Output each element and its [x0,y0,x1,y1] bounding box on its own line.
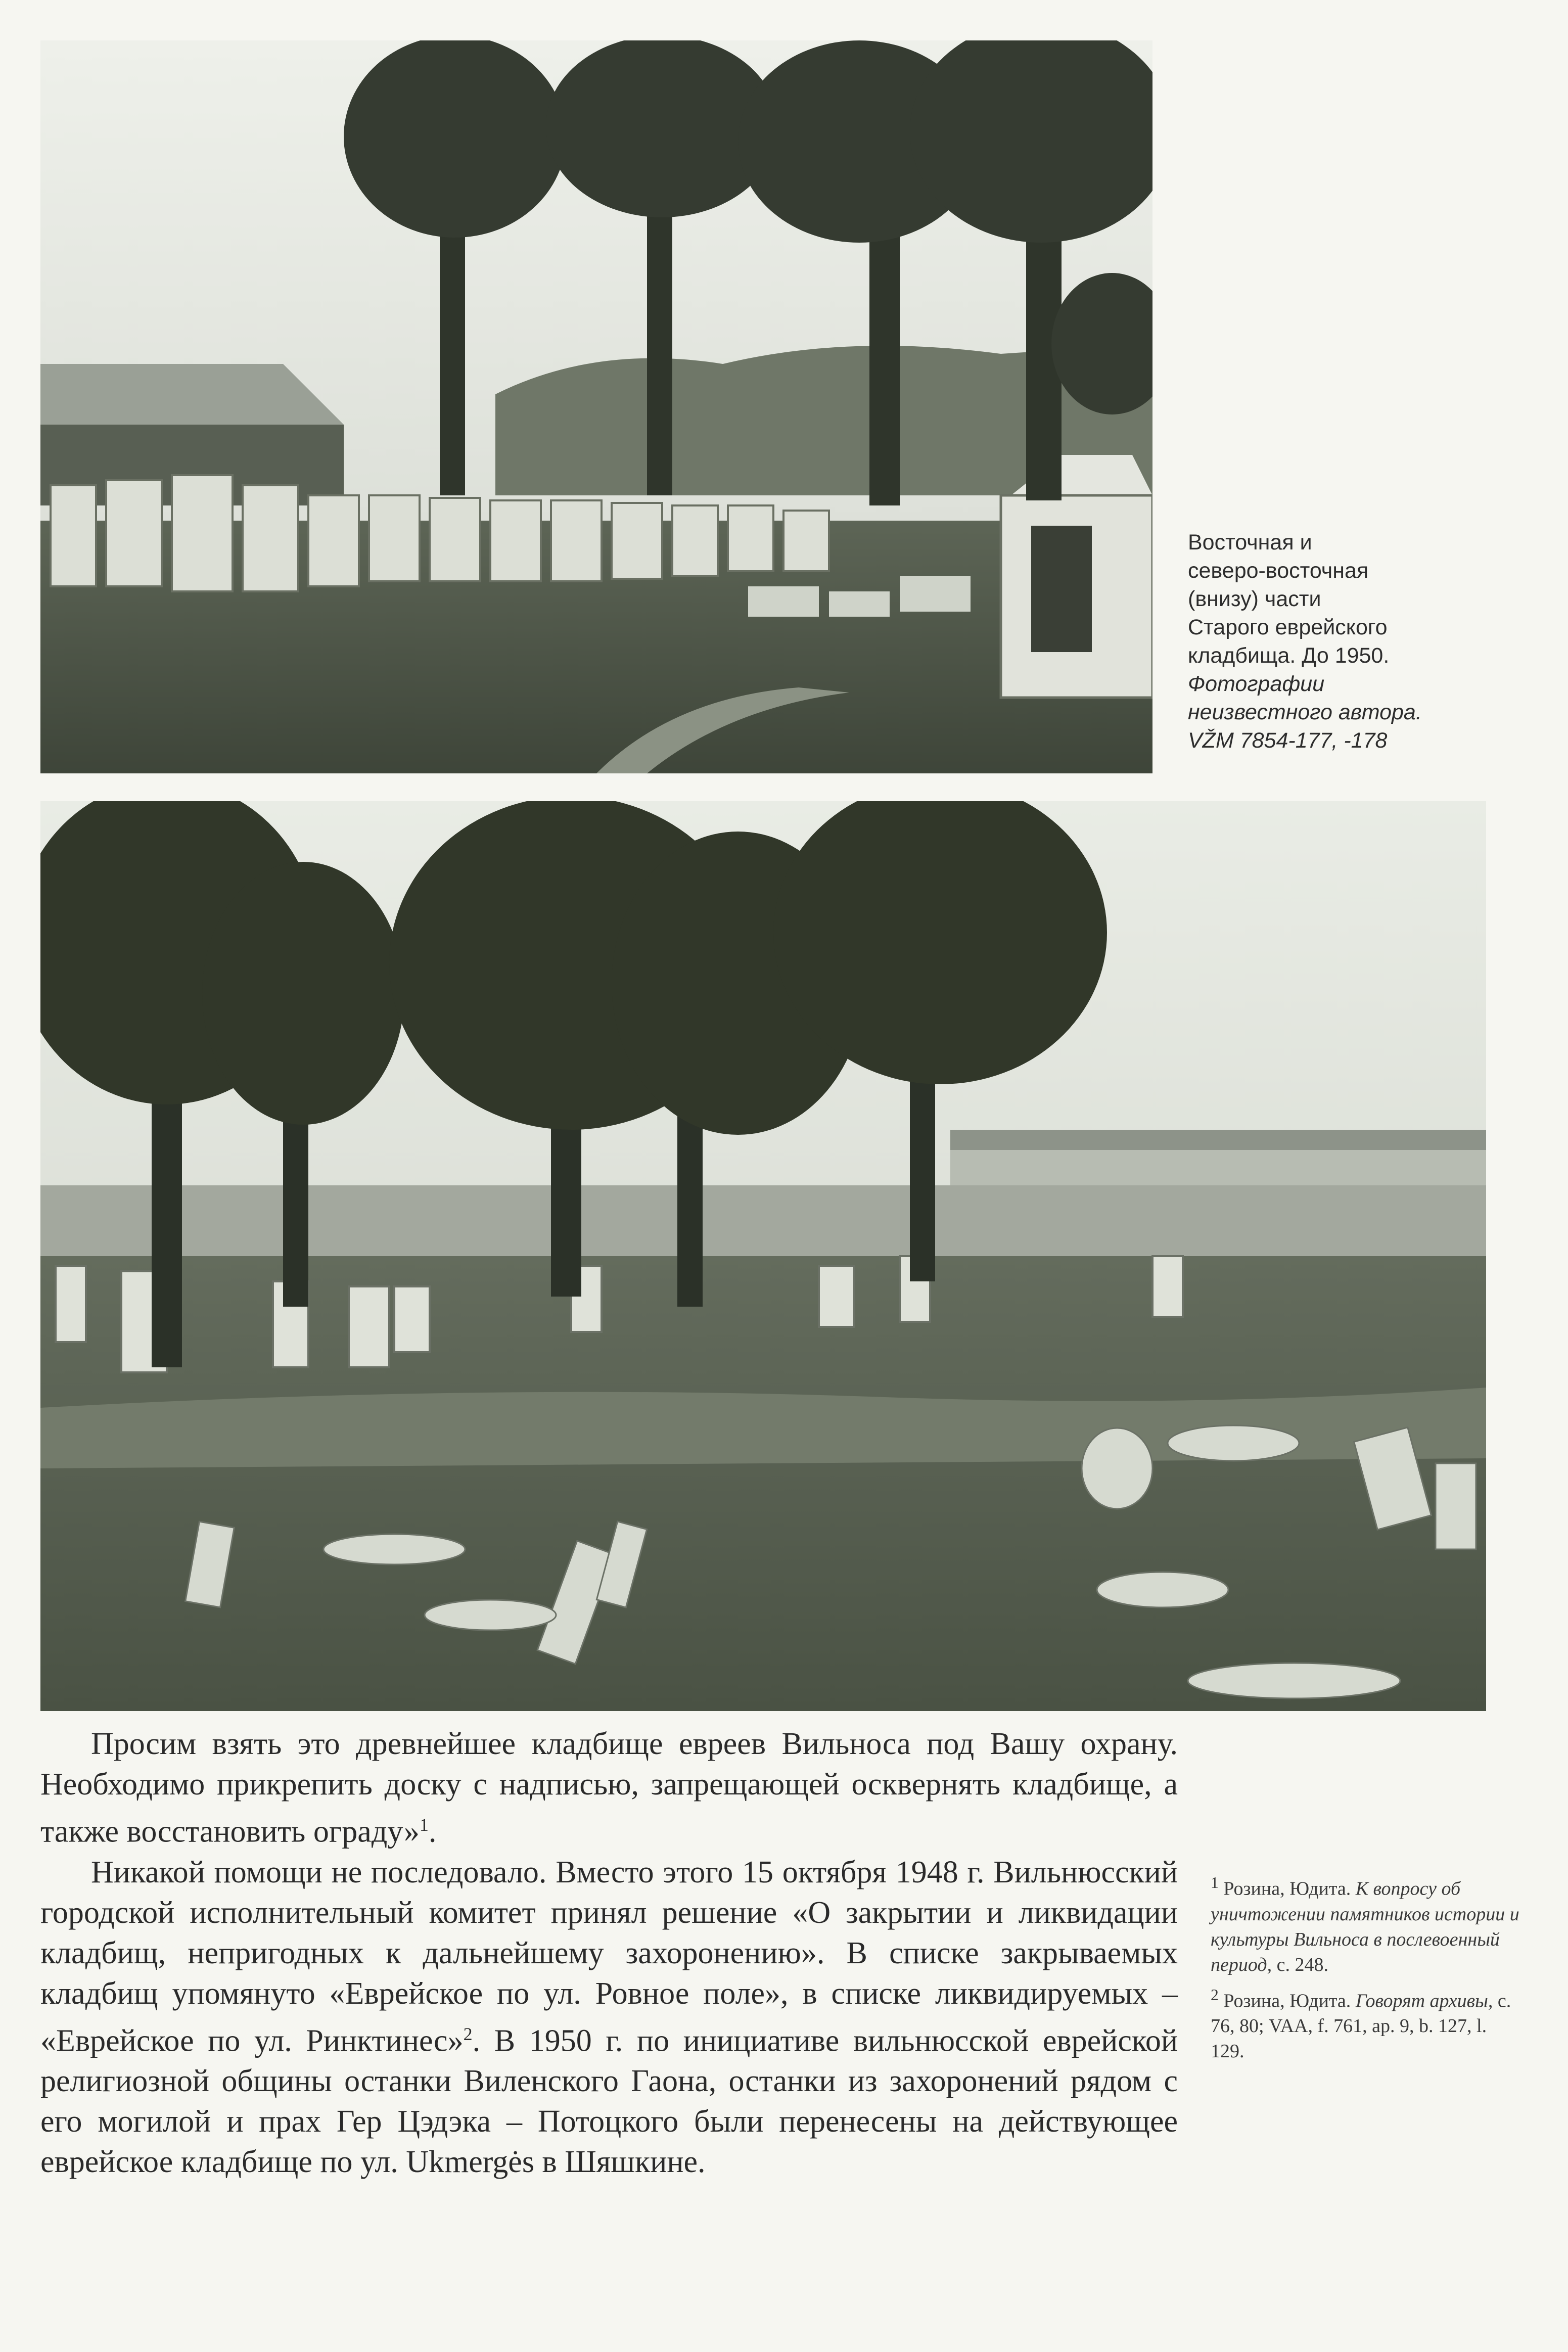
caption-credit: неизвестного автора. [1188,700,1422,724]
footnote-author: Розина, Юдита. [1223,1878,1351,1900]
paragraph [40,1852,1178,2183]
footnote-ref[interactable]: 1 [419,1815,429,1835]
footnote-number: 2 [1211,1986,1219,2004]
paragraph [40,1724,1178,1852]
footnotes [1211,1870,1524,2069]
footnote-title: К вопросу об уничтожении памятников истории и культуры Вильноса в послевоенный период, [1211,1878,1519,1975]
footnote-ref[interactable]: 2 [463,2023,473,2044]
footnote-2 [1211,1982,1524,2064]
caption-line: северо-восточная [1188,559,1369,583]
paragraph-text: . В 1950 г. по инициативе вильнюсской еврейской религиозной общины останки Виленского Гаона, останки из захоронений рядом с его могилой и прах Гер Цэдэка – Потоцкого были перенесены на действующее еврейское кладбище по ул. Ukmergės в Шяшкине. [40,2023,1178,2180]
photo-east-cemetery-image [40,40,1152,773]
photo-caption [1188,528,1511,755]
paragraph-text: Просим взять это древнейшее кладбище евреев Вильноса под Вашу охрану. Необходимо прикрепить доску с надписью, запрещающей осквернять кладбище, а также восстановить ограду» [40,1727,1178,1849]
photo-east-cemetery [40,40,1152,773]
footnote-page: с. 248. [1276,1954,1328,1975]
caption-line: кладбища. До 1950. [1188,643,1390,668]
caption-line: (внизу) части [1188,587,1321,611]
photo-northeast-cemetery [40,801,1486,1711]
caption-archive-ref: VŽM 7854-177, -178 [1188,728,1388,753]
photo-northeast-cemetery-image [40,801,1486,1711]
paragraph-text: Никакой помощи не последовало. Вместо этого 15 октября 1948 г. Вильнюсский городской исполнительный комитет принял решение «О закрытии и ликвидации кладбищ, непригодных к дальнейшему захоронению». В списке закрываемых кладбищ упомянуто «Еврейское по ул. Ровное поле», в списке ликвидируемых – «Еврейское по ул. Ринктинес» [40,1855,1178,2058]
footnote-ref-text: с. 76, 80; VAA, f. 761, ap. 9, b. 127, l. 129. [1211,1990,1511,2062]
footnote-title: Говорят архивы, [1355,1990,1493,2012]
footnote-author: Розина, Юдита. [1223,1990,1351,2012]
paragraph-text: . [428,1814,437,1849]
caption-credit: Фотографии [1188,672,1325,696]
main-text [40,1724,1178,2182]
footnote-1 [1211,1870,1524,1977]
footnote-number: 1 [1211,1874,1219,1892]
caption-line: Восточная и [1188,530,1312,555]
caption-line: Старого еврейского [1188,615,1388,639]
